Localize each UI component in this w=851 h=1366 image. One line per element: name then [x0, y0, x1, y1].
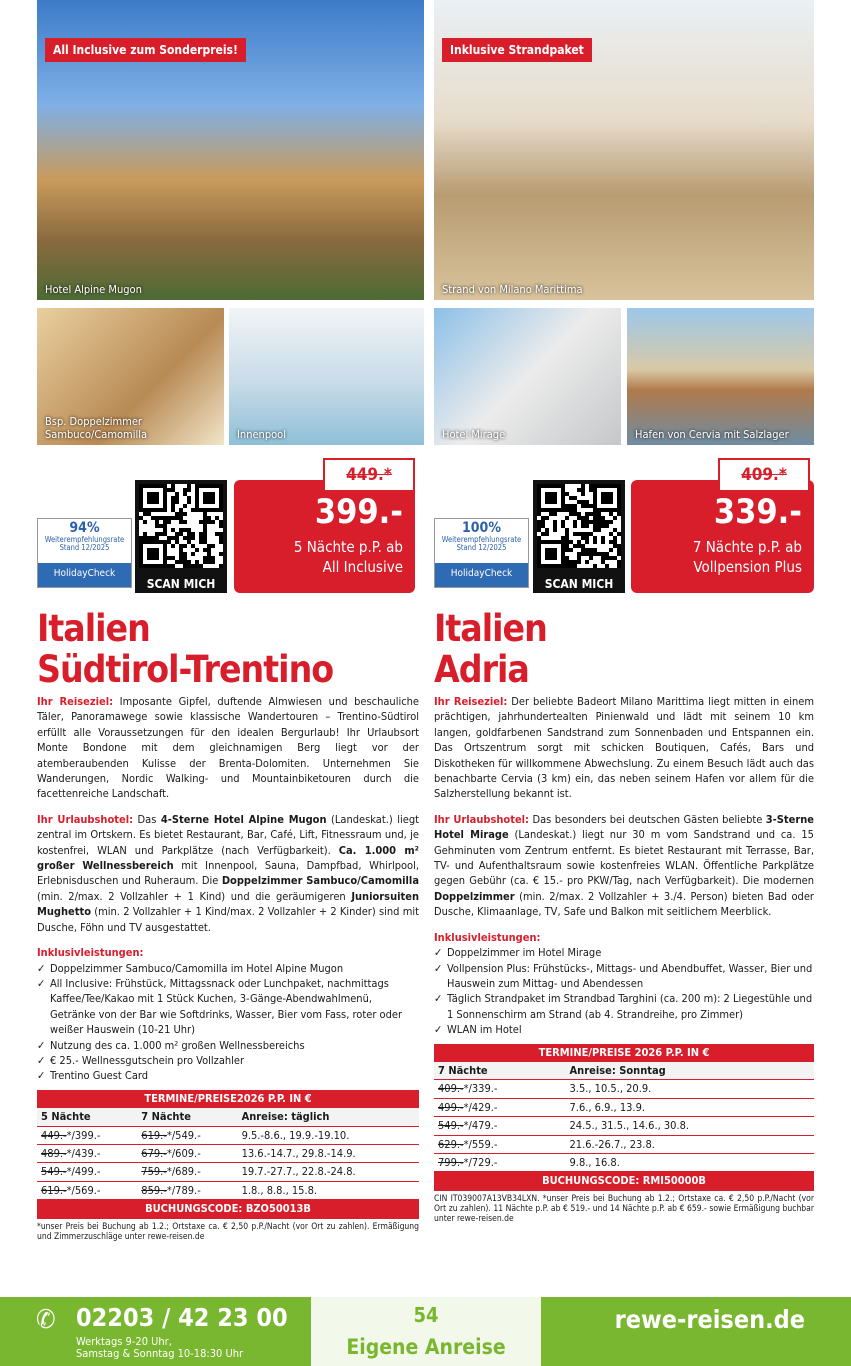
hotel-photo: [434, 308, 621, 445]
description: Ihr Reiseziel: Der beliebte Badeort Milano Marittima liegt mitten in einem prächtigen, jahrhundertealten Pinienwald und lädt mit seinem 10 km langen, goldfarbenen Sandstrand zum Sonnenbaden und Entspannen ein. Das Ortszentrum sorgt mit schicken Boutiquen, Cafés, Bars und Diskotheken für willkommene Abwechslung. Zu einem Besuch lädt auch das benachbarte Cervia (3 km) ein, das neben seinem Hafen vor allem für die Salzherstellung bekannt ist. Ihr Urlaubshotel: Das besonders bei deutschen Gästen beliebte 3-Sterne Hotel Mirage (Landeskat.) liegt nur 30 m vom Sandstrand und ca. 15 Gehminuten vom Zentrum entfernt. Es bietet Restaurant mit Terrasse, Bar, TV- und Aufenthaltsraum sowie kostenfreies WLAN. Öffentliche Parkplätze gegen Gebühr (ca. € 15.- pro PKW/Tag, nach Verfügbarkeit). Die modernen Doppelzimmer (min. 2/max. 2 Vollzahler + 3./4. Person) bieten Bad oder Dusche, Klimaanlage, TV, Safe und Balkon mit seitlichem Meerblick. Inklusivleistungen: ✓ Doppelzimmer im Hotel Mirage ✓ Vollpension Plus: Frühstücks-, Mittags- und Abendbuffet, Wasser, Bier und Hauswein zum Mittag- und Abendessen ✓ Täglich Strandpaket im Strandbad Targhini (ca. 200 m): 2 Liegestühle und 1 Sonnenschirm am Strand (ab 4. Strandreihe, pro Zimmer) ✓ WLAN im Hotel TERMINE/PREISE 2026 P.P. IN € 7 Nächte Anreise: Sonntag 409.-*/339.- 3.5., 10.5., 20.9. 499.-*/429.- 7.6., 6.9., 13.9. 549.-*/479.- 24.5., 31.5., 14.6., 30.8. 629.-*/559.- 21.6.-26.7., 23.8. 799.-*/729.- 9.8., 16.8. BUCHUNGSCODE: RMI50000B CIN IT039007A13VB34LXN. *unser Preis bei Buchung ab 1.2.; Ortstaxe ca. € 2,50 p.P./Nacht (vor Ort zu zahlen). 11 Nächte p.P. ab € 519.- und 14 Nächte p.P. ab € 659.- sowie Ermäßigung buchbar unter rewe-reisen.de: [434, 694, 814, 1224]
destination-title: Italien Südtirol-Trentino: [37, 607, 334, 691]
phone-icon: ✆: [36, 1305, 56, 1335]
price-box: [631, 480, 814, 593]
footnote: *unser Preis bei Buchung ab 1.2.; Ortstaxe ca. € 2,50 p.P./Nacht (vor Ort zu zahlen). Ermäßigung und Zimmerzuschläge unter rewe-reisen.de: [37, 1221, 419, 1242]
travel-type: Eigene Anreise: [346, 1335, 506, 1359]
harbour-photo: [627, 308, 814, 445]
price: 339.-: [713, 492, 802, 532]
table-row: 629.-*/559.- 21.6.-26.7., 23.8.: [434, 1135, 814, 1153]
old-price: 409.*: [718, 458, 810, 492]
hotel-photo: [37, 0, 424, 300]
price: 399.-: [314, 492, 403, 532]
price-nights: 5 Nächte p.P. ab: [293, 538, 403, 556]
qr-icon: [537, 484, 621, 568]
booking-code: BUCHUNGSCODE: BZO50013B: [37, 1200, 419, 1218]
price-board: Vollpension Plus: [693, 558, 802, 576]
footer: [0, 1297, 851, 1366]
qr-code[interactable]: [135, 480, 227, 593]
promo-badge: All Inclusive zum Sonderpreis!: [45, 38, 246, 62]
description: Ihr Reiseziel: Imposante Gipfel, duftende Almwiesen und beschauliche Täler, Panoramawege sowie klassische Wandertouren – Trentino-Südtirol erfüllt alle Voraussetzungen für den idealen Bergurlaub! Ihr Urlaubsort Monte Bondone mit dem gleichnamigen Berg liegt vor der atemberaubenden Kulisse der Brenta-Dolomiten. Unternehmen Sie Wanderungen, Nordic Walking- und Mountainbiketouren durch die facettenreiche Landschaft. Ihr Urlaubshotel: Das 4-Sterne Hotel Alpine Mugon (Landeskat.) liegt zentral im Ortskern. Es bietet Restaurant, Bar, Café, Lift, Fitnessraum und, je kostenfrei, WLAN und Parkplätze (nach Verfügbarkeit). Ca. 1.000 m² großer Wellnessbereich mit Innenpool, Sauna, Dampfbad, Whirlpool, Erlebnisduschen und Ruheraum. Die Doppelzimmer Sambuco/Camomilla (min. 2/max. 2 Vollzahler + 1 Kind) und die geräumigeren Juniorsuiten Mughetto (min. 2 Vollzahler + 1 Kind/max. 2 Vollzahler + 2 Kinder) sind mit Dusche, Föhn und TV ausgestattet. Inklusivleistungen: ✓ Doppelzimmer Sambuco/Camomilla im Hotel Alpine Mugon ✓ All Inclusive: Frühstück, Mittagssnack oder Lunchpaket, nachmittags Kaffee/Tee/Kakao mit 1 Stück Kuchen, 3-Gänge-Abendwahlmenü, Getränke von der Bar wie Softdrinks, Wasser, Bier vom Fass, roter oder weißer Hauswein (10-21 Uhr) ✓ Nutzung des ca. 1.000 m² großen Wellnessbereichs ✓ € 25.- Wellnessgutschein pro Vollzahler ✓ Trentino Guest Card TERMINE/PREISE2026 P.P. IN € 5 Nächte 7 Nächte Anreise: täglich 449.-*/399.- 619.-*/549.- 9.5.-8.6., 19.9.-19.10. 489.-*/439.- 679.-*/609.- 13.6.-14.7., 29.8.-14.9. 549.-*/499.- 759.-*/689.- 19.7.-27.7., 22.8.-24.8. 619.-*/569.- 859.-*/789.- 1.8., 8.8., 15.8. BUCHUNGSCODE: BZO50013B *unser Preis bei Buchung ab 1.2.; Ortstaxe ca. € 2,50 p.P./Nacht (vor Ort zu zahlen). Ermäßigung und Zimmerzuschläge unter rewe-reisen.de: [37, 694, 419, 1242]
table-row: 549.-*/499.- 759.-*/689.- 19.7.-27.7., 22.8.-24.8.: [37, 1163, 419, 1181]
price-table: TERMINE/PREISE 2026 P.P. IN € 7 Nächte Anreise: Sonntag 409.-*/339.- 3.5., 10.5., 20.9. 499.-*/429.- 7.6., 6.9., 13.9. 549.-*/479.- 24.5., 31.5., 14.6., 30.8. 629.-*/559.- 21.6.-26.7., 23.8. 799.-*/729.- 9.8., 16.8. BUCHUNGSCODE: RMI50000B: [434, 1044, 814, 1191]
page-number: 54: [413, 1303, 439, 1327]
price-board: All Inclusive: [322, 558, 403, 576]
phone-block[interactable]: [0, 1297, 311, 1366]
old-price: 449.*: [323, 458, 415, 492]
price-table: TERMINE/PREISE2026 P.P. IN € 5 Nächte 7 Nächte Anreise: täglich 449.-*/399.- 619.-*/549.- 9.5.-8.6., 19.9.-19.10. 489.-*/439.- 679.-*/609.- 13.6.-14.7., 29.8.-14.9. 549.-*/499.- 759.-*/689.- 19.7.-27.7., 22.8.-24.8. 619.-*/569.- 859.-*/789.- 1.8., 8.8., 15.8. BUCHUNGSCODE: BZO50013B: [37, 1090, 419, 1219]
photo-caption: Hotel Alpine Mugon: [45, 283, 142, 296]
footnote: CIN IT039007A13VB34LXN. *unser Preis bei Buchung ab 1.2.; Ortstaxe ca. € 2,50 p.P./Nacht (vor Ort zu zahlen). 11 Nächte p.P. ab € 519.- und 14 Nächte p.P. ab € 659.- sowie Ermäßigung buchbar unter rewe-reisen.de: [434, 1193, 814, 1224]
booking-code: BUCHUNGSCODE: RMI50000B: [434, 1172, 814, 1190]
photo-caption: Hafen von Cervia mit Salzlager: [635, 428, 789, 441]
table-row: 549.-*/479.- 24.5., 31.5., 14.6., 30.8.: [434, 1117, 814, 1135]
table-row: 409.-*/339.- 3.5., 10.5., 20.9.: [434, 1080, 814, 1098]
pool-photo: [229, 308, 424, 445]
holidaycheck-rating: [434, 518, 529, 588]
page-info: [311, 1297, 541, 1366]
rating-percent: 94%: [69, 520, 100, 536]
rating-percent: 100%: [462, 520, 501, 536]
price-nights: 7 Nächte p.P. ab: [692, 538, 802, 556]
table-row: 499.-*/429.- 7.6., 6.9., 13.9.: [434, 1098, 814, 1116]
beach-photo: [434, 0, 814, 300]
hours-weekend: Samstag & Sonntag 10-18:30 Uhr: [76, 1347, 244, 1360]
website-link[interactable]: rewe-reisen.de: [541, 1297, 851, 1366]
phone-number: 02203 / 42 23 00: [76, 1303, 288, 1332]
inclusive-heading: Inklusivleistungen:: [434, 930, 541, 944]
table-row: 449.-*/399.- 619.-*/549.- 9.5.-8.6., 19.9.-19.10.: [37, 1126, 419, 1144]
holidaycheck-rating: [37, 518, 132, 588]
photo-caption: Hotel Mirage: [442, 428, 506, 441]
scan-label: SCAN MICH: [544, 577, 614, 591]
photo-caption: Innenpool: [237, 428, 286, 441]
price-box: [234, 480, 415, 593]
scan-label: SCAN MICH: [146, 577, 216, 591]
inclusive-heading: Inklusivleistungen:: [37, 946, 144, 960]
destination-title: Italien Adria: [434, 607, 547, 691]
room-photo: [37, 308, 224, 445]
table-row: 799.-*/729.- 9.8., 16.8.: [434, 1154, 814, 1172]
inclusive-list: ✓ Doppelzimmer Sambuco/Camomilla im Hotel Alpine Mugon ✓ All Inclusive: Frühstück, Mittagssnack oder Lunchpaket, nachmittags Kaffee/Tee/Kakao mit 1 Stück Kuchen, 3-Gänge-Abendwahlmenü, Getränke von der Bar wie Softdrinks, Wasser, Bier vom Fass, roter oder weißer Hauswein (10-21 Uhr) ✓ Nutzung des ca. 1.000 m² großen Wellnessbereichs ✓ € 25.- Wellnessgutschein pro Vollzahler ✓ Trentino Guest Card: [37, 961, 419, 1084]
table-row: 489.-*/439.- 679.-*/609.- 13.6.-14.7., 29.8.-14.9.: [37, 1145, 419, 1163]
hours-weekday: Werktags 9-20 Uhr,: [76, 1335, 172, 1348]
photo-caption: Strand von Milano Marittima: [442, 283, 583, 296]
qr-icon: [139, 484, 223, 568]
table-row: 619.-*/569.- 859.-*/789.- 1.8., 8.8., 15.8.: [37, 1181, 419, 1199]
holidaycheck-logo: HolidayCheck: [38, 563, 131, 587]
photo-caption: Bsp. Doppelzimmer Sambuco/Camomilla: [45, 415, 148, 441]
inclusive-list: ✓ Doppelzimmer im Hotel Mirage ✓ Vollpension Plus: Frühstücks-, Mittags- und Abendbuffet, Wasser, Bier und Hauswein zum Mittag- und Abendessen ✓ Täglich Strandpaket im Strandbad Targhini (ca. 200 m): 2 Liegestühle und 1 Sonnenschirm am Strand (ab 4. Strandreihe, pro Zimmer) ✓ WLAN im Hotel: [434, 945, 814, 1037]
promo-badge: Inklusive Strandpaket: [442, 38, 592, 62]
holidaycheck-logo: HolidayCheck: [435, 563, 528, 587]
qr-code[interactable]: [533, 480, 625, 593]
rating-label: Weiterempfehlungsrate Stand 12/2025: [44, 535, 125, 552]
rating-label: Weiterempfehlungsrate Stand 12/2025: [441, 535, 522, 552]
